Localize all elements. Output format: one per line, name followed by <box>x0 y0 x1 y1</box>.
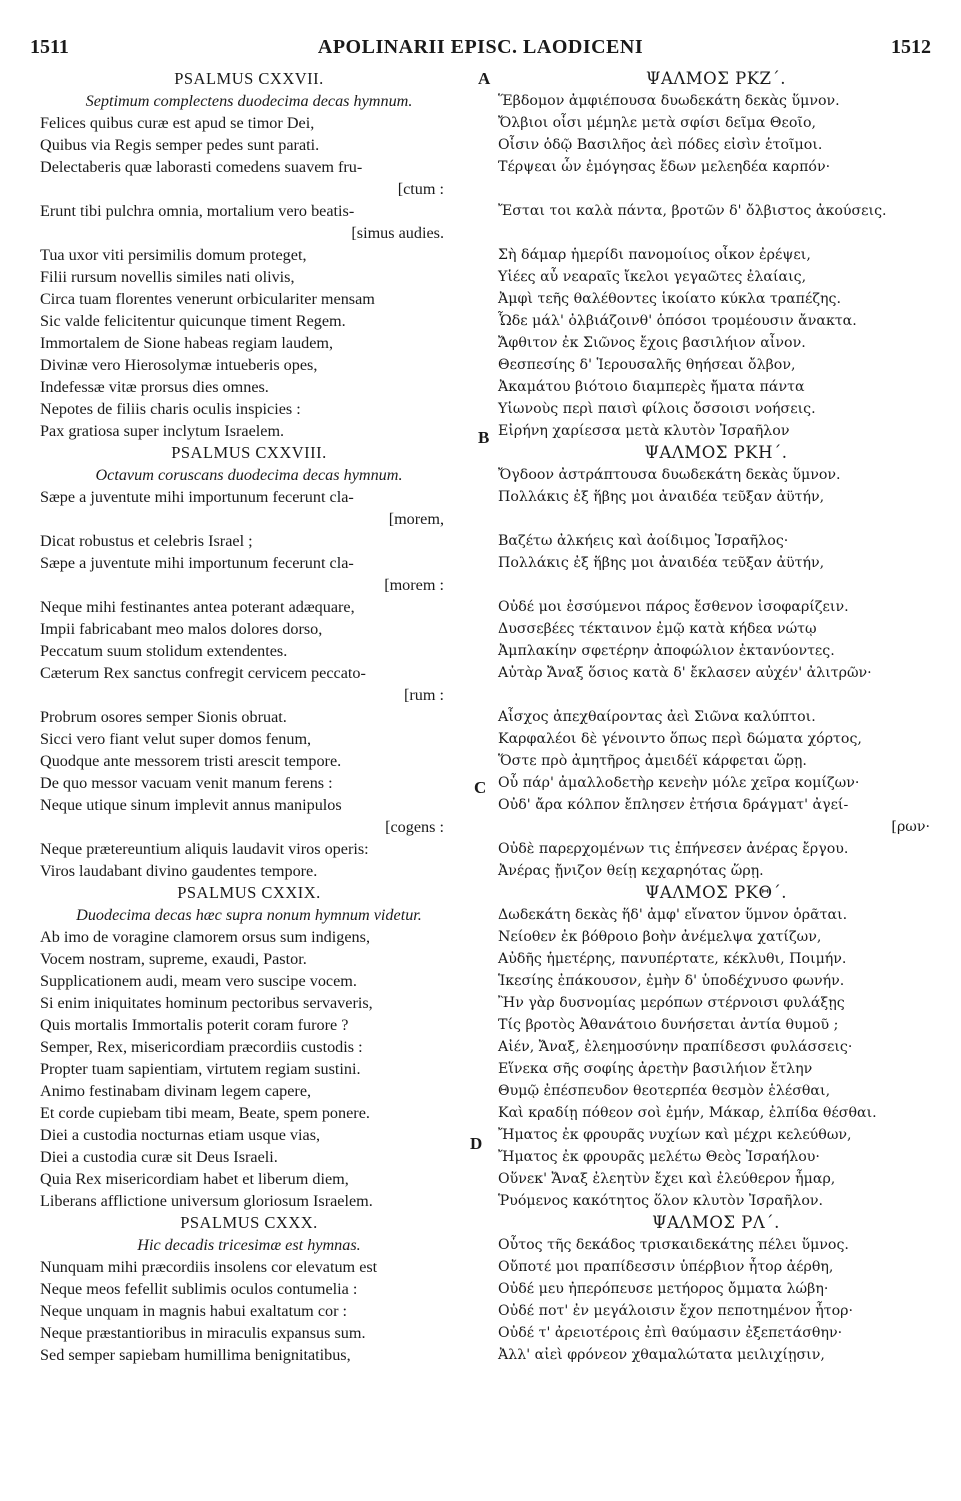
greek-verse-line: Δυσσεβέες τέκταινον ἐμῷ κατὰ κήδεα νώτῳ <box>498 621 817 637</box>
greek-verse-line: Οὗ πάρ' ἀμαλλοδετὴρ κενεὴν μόλε χεῖρα κομίζων· <box>498 775 860 791</box>
greek-verse-line: Οὔποτέ μοι πραπίδεσσιν ὑπέρβιον ἦτορ ἀέρθη, <box>498 1259 834 1275</box>
greek-verse-line: Ἀκαμάτου βιότοιο διαμπερὲς ἤματα πάντα <box>498 379 805 395</box>
latin-verse-continuation: [rum : <box>403 686 444 704</box>
latin-verse-continuation: [cogens : <box>385 818 444 836</box>
latin-verse-line: Probrum osores semper Sionis obruat. <box>40 708 287 726</box>
latin-verse-continuation: [morem, <box>388 510 444 528</box>
latin-verse-line: Diei a custodia nocturnas etiam usque vias, <box>40 1126 321 1144</box>
greek-verse-line: Θυμῷ ἐπέσπευδον θεοτερπέα θεσμὸν ἑλέσθαι, <box>498 1083 831 1099</box>
section-marker-a: A <box>478 69 491 88</box>
greek-verse-line: Οὐδέ μευ ἠπερόπευσε μετήορος ὄμματα λώβη· <box>498 1281 829 1297</box>
greek-verse-line: Ἀλλ' αἰεὶ φρόνεον χθαμαλώτατα μειλιχίῃσιν, <box>498 1347 825 1363</box>
section-marker-b: B <box>478 428 490 447</box>
greek-verse-line: Ἢν γὰρ δυσνομίας μερόπων στέρνοισι φυλάξῃς <box>498 995 845 1011</box>
latin-verse-line: Sæpe a juventute mihi importunum fecerunt cla- <box>40 488 354 506</box>
latin-psalm-subtitle: Duodecima decas hæc supra nonum hymnum videtur. <box>76 906 422 924</box>
greek-verse-line: Ῥυόμενος κακότητος ὅλον κλυτὸν Ἰσραῆλον. <box>498 1193 824 1209</box>
greek-verse-line: Τέρψεαι ὧν ἐμόγησας ἔδων μελεηδέα καρπόν· <box>498 159 831 175</box>
greek-verse-line: Αἶσχος ἀπεχθαίροντας ἀεὶ Σιῶνα καλύπτοι. <box>498 709 816 725</box>
section-marker-c: C <box>474 778 487 797</box>
greek-psalm-heading: ΨΑΛΜΟΣ ΡΚΘ΄. <box>644 883 788 902</box>
greek-verse-line: Ὄλβιοι οἷσι μέμηλε μετὰ σφίσι δεῖμα Θεοῖο, <box>498 115 817 131</box>
greek-verse-line: Ἀμφὶ τεῆς θαλέθοντες ἱκοίατο κύκλα τραπέζης. <box>498 291 842 307</box>
latin-psalm-subtitle: Septimum complectens duodecima decas hymnum. <box>85 92 413 110</box>
greek-verse-line: Νείοθεν ἐκ βόθροιο βοὴν ἀνέμελψα χατίζων, <box>498 929 822 945</box>
greek-verse-continuation: [ρων· <box>891 819 930 835</box>
latin-column <box>32 68 466 1366</box>
greek-verse-line: Οὐδέ τ' ἀρειοτέροις ἐπὶ θαύμασιν ἐξεπετάσθην· <box>498 1325 843 1341</box>
latin-verse-line: Semper, Rex, misericordiam præcordiis custodis : <box>40 1038 363 1056</box>
greek-blank-line <box>498 574 934 596</box>
latin-verse-line: Divinæ vero Hierosolymæ intueberis opes, <box>40 356 318 374</box>
greek-verse-line: Οἷσιν ὁδῷ Βασιλῆος ἀεὶ πόδες εἰσὶν ἑτοῖμοι. <box>498 137 823 153</box>
greek-verse-line: Οὐδέ μοι ἐσσύμενοι πάρος ἔσθενον ἰσοφαρίζειν. <box>498 599 849 615</box>
greek-verse-line: Οὐδὲ παρερχομένων τις ἐπήνεσεν ἀνέρας ἔργου. <box>498 841 849 857</box>
greek-verse-line: Οὐδέ ποτ' ἐν μεγάλοισιν ἔχον πεποτημένον ἦτορ· <box>498 1303 854 1319</box>
greek-verse-line: Ἤματος ἐκ φρουρᾶς μελέτω Θεὸς Ἰσραήλου· <box>498 1149 820 1165</box>
latin-verse-line: Si enim iniquitates hominum pectoribus servaveris, <box>40 994 373 1012</box>
latin-verse-line: Sæpe a juventute mihi importunum fecerunt cla- <box>40 554 354 572</box>
running-title: APOLINARII EPISC. LAODICENI <box>317 36 644 58</box>
greek-psalm-heading: ΨΑΛΜΟΣ ΡΚΗ΄. <box>644 443 788 462</box>
greek-verse-line: Ἤματος ἐκ φρουρᾶς νυχίων καὶ μέχρι κελεύθων, <box>498 1127 852 1143</box>
latin-verse-line: Neque prætereuntium aliquis laudavit viros operis: <box>40 840 369 858</box>
latin-verse-line: Nunquam mihi præcordiis insolens cor elevatum est <box>40 1258 378 1276</box>
latin-verse-line: Et corde cupiebam tibi meam, Beate, spem ponere. <box>40 1104 370 1122</box>
latin-verse-line: Quia Rex misericordiam habet et liberum diem, <box>40 1170 349 1188</box>
latin-verse-continuation: [morem : <box>384 576 444 594</box>
greek-verse-line: Ἔσται τοι καλὰ πάντα, βροτῶν δ' ὄλβιστος ἀκούσεις. <box>498 203 887 219</box>
greek-verse-line: Καρφαλέοι δὲ γένοιντο ὅπως περὶ δώματα χόρτος, <box>498 731 862 747</box>
latin-verse-line: Ab imo de voragine clamorem orsus sum indigens, <box>40 928 370 946</box>
greek-verse-line: Οὕνεκ' Ἄναξ ἐλεητὺν ἔχει καὶ ἐλεύθερον ἦμαρ, <box>498 1171 836 1187</box>
greek-verse-line: Εἰρήνη χαρίεσσα μετὰ κλυτὸν Ἰσραῆλον <box>498 423 790 439</box>
latin-psalm-heading: PSALMUS CXXVIII. <box>171 443 327 462</box>
greek-verse-line: Πολλάκις ἐξ ἥβης μοι ἀναιδέα τεῦξαν ἀϋτήν, <box>498 555 825 571</box>
latin-verse-line: Erunt tibi pulchra omnia, mortalium vero beatis- <box>40 202 355 220</box>
greek-verse-line: Ἄφθιτον ἐκ Σιῶνος ἔχοις βασιλήιον αἶνον. <box>498 335 806 351</box>
greek-blank-line <box>498 222 934 244</box>
left-page-number: 1511 <box>30 36 69 58</box>
right-page-number: 1512 <box>891 36 931 58</box>
greek-blank-line <box>498 684 934 706</box>
greek-verse-line: Αὐδῆς ἡμετέρης, πανυπέρτατε, κέκλυθι, Ποιμήν. <box>498 951 847 967</box>
greek-verse-line: Δωδεκάτη δεκὰς ἥδ' ἀμφ' εἴνατον ὕμνον ὁρᾶται. <box>498 907 848 923</box>
latin-verse-line: Quibus via Regis semper pedes sunt parati. <box>40 136 320 154</box>
latin-verse-line: Quodque ante messorem tristi arescit tempore. <box>40 752 342 770</box>
latin-verse-line: Tua uxor viti persimilis domum proteget, <box>40 246 307 264</box>
latin-verse-line: Filii rursum novellis similes nati olivis, <box>40 268 295 286</box>
latin-verse-line: Viros laudabant divino gaudentes tempore. <box>40 862 318 880</box>
latin-verse-line: Neque mihi festinantes antea poterant adæquare, <box>40 598 355 616</box>
latin-verse-line: Neque præstantioribus in miraculis expansus sum. <box>40 1324 366 1342</box>
greek-verse-line: Καὶ κραδίῃ πόθεον σοὶ ἐμήν, Μάκαρ, ἐλπίδα θέσθαι. <box>498 1105 877 1121</box>
latin-psalm-subtitle: Hic decadis tricesimæ est hymnas. <box>137 1236 361 1254</box>
page-header <box>30 36 931 60</box>
latin-verse-line: Neque unquam in magnis habui exaltatum cor : <box>40 1302 348 1320</box>
latin-verse-line: De quo messor vacuam venit manum ferens : <box>40 774 333 792</box>
latin-verse-line: Immortalem de Sione habeas regiam laudem, <box>40 334 334 352</box>
latin-verse-line: Vocem nostram, supreme, exaudi, Pastor. <box>40 950 307 968</box>
latin-psalm-heading: PSALMUS CXXIX. <box>177 883 321 902</box>
greek-blank-line <box>498 508 934 530</box>
greek-verse-line: Βαζέτω ἀλκήεις καὶ ἀοίδιμος Ἰσραῆλος· <box>498 533 789 549</box>
latin-verse-line: Neque meos fefellit sublimis oculos contumelia : <box>40 1280 358 1298</box>
latin-verse-line: Quis mortalis Immortalis poterit coram furore ? <box>40 1016 349 1034</box>
latin-verse-line: Indefessæ vitæ prorsus dies omnes. <box>40 378 269 396</box>
latin-verse-line: Sic valde felicitentur quicunque timent Regem. <box>40 312 346 330</box>
latin-verse-line: Cæterum Rex sanctus confregit cervicem peccato- <box>40 664 366 682</box>
greek-verse-line: Ἀμπλακίην σφετέρην ἀποφώλιον ἐκτανύοντες. <box>498 643 835 659</box>
greek-verse-line: Αἰέν, Ἄναξ, ἐλεημοσύνην πραπίδεσσι φυλάσσεις· <box>498 1039 853 1055</box>
latin-verse-line: Sicci vero fiant velut super domos fenum, <box>40 730 312 748</box>
latin-verse-line: Supplicationem audi, meam vero suscipe vocem. <box>40 972 357 990</box>
latin-verse-line: Liberans afflictione universum gloriosum Israelem. <box>40 1192 373 1210</box>
latin-psalm-heading: PSALMUS CXXX. <box>180 1213 318 1232</box>
greek-blank-line <box>498 178 934 200</box>
latin-verse-line: Diei a custodia curæ sit Deus Israeli. <box>40 1148 278 1166</box>
greek-verse-line: Οὗτος τῆς δεκάδος τρισκαιδεκάτης πέλει ὕμνος. <box>498 1237 849 1253</box>
greek-verse-line: Ὧδε μάλ' ὀλβιάζοινθ' ὁπόσοι τρομέουσιν ἄνακτα. <box>498 313 857 329</box>
greek-verse-line: Υἱωνοὺς περὶ παισὶ φίλοις ὄσσοισι νοήσεις. <box>498 401 816 417</box>
greek-verse-line: Ἀνέρας ᾔνιζον θείῃ κεχαρηότας ὥρῃ. <box>498 863 764 879</box>
section-marker-d: D <box>470 1134 483 1153</box>
latin-psalm-heading: PSALMUS CXXVII. <box>174 69 324 88</box>
latin-verse-continuation: [ctum : <box>397 180 444 198</box>
latin-verse-line: Neque utique sinum implevit annus manipulos <box>40 796 342 814</box>
greek-verse-line: Σὴ δάμαρ ἡμερίδι πανομοίιος οἶκον ἐρέψει, <box>498 247 811 263</box>
greek-verse-line: Τίς βροτὸς Ἀθανάτοιο δυνήσεται ἀντία θυμοῦ ; <box>498 1017 839 1033</box>
greek-verse-line: Οὐδ' ἄρα κόλπον ἔπλησεν ἐτήσια δράγματ' ἀγεί- <box>498 797 849 813</box>
greek-verse-line: Θεσπεσίης δ' Ἱερουσαλῆς θηήσεαι ὄλβον, <box>498 357 796 373</box>
greek-verse-line: Υἱέες αὖ νεαραῖς ἴκελοι γεγαῶτες ἐλαίαις, <box>498 269 807 285</box>
latin-verse-continuation: [simus audies. <box>351 224 444 242</box>
latin-verse-line: Dicat robustus et celebris Israel ; <box>40 532 253 550</box>
latin-verse-line: Circa tuam florentes venerunt orbiculariter mensam <box>40 290 375 308</box>
latin-verse-line: Propter tuam sapientiam, virtutem regiam sustini. <box>40 1060 361 1078</box>
latin-verse-line: Peccatum suum stolidum extendentes. <box>40 642 288 660</box>
greek-psalm-heading: ΨΑΛΜΟΣ ΡΛ΄. <box>652 1213 780 1232</box>
latin-verse-line: Animo festinabam divinam legem capere, <box>40 1082 312 1100</box>
greek-verse-line: Πολλάκις ἐξ ἥβης μοι ἀναιδέα τεῦξαν ἀϋτήν, <box>498 489 825 505</box>
latin-verse-line: Impii fabricabant meo malos dolores dorso, <box>40 620 323 638</box>
latin-verse-line: Pax gratiosa super inclytum Israelem. <box>40 422 285 440</box>
latin-verse-line: Felices quibus curæ est apud se timor Dei, <box>40 114 315 132</box>
latin-verse-line: Sed semper sapiebam humillima benignitatibus, <box>40 1346 351 1364</box>
greek-verse-line: Ἱκεσίης ἐπάκουσον, ἐμὴν δ' ὑποδέχνυσο φωνήν. <box>498 973 845 989</box>
greek-verse-line: Αὐτὰρ Ἄναξ ὅσιος κατὰ δ' ἔκλασεν αὐχέν' ἀλιτρῶν· <box>498 665 872 681</box>
latin-psalm-subtitle: Octavum coruscans duodecima decas hymnum. <box>95 466 403 484</box>
latin-verse-line: Delectaberis quæ laborasti comedens suavem fru- <box>40 158 363 176</box>
greek-column <box>498 68 934 1366</box>
greek-verse-line: Ὄγδοον ἀστράπτουσα δυωδεκάτη δεκὰς ὕμνον. <box>498 467 841 483</box>
latin-verse-line: Nepotes de filiis charis oculis inspicies : <box>40 400 301 418</box>
greek-psalm-heading: ΨΑΛΜΟΣ ΡΚΖ΄. <box>645 69 787 88</box>
greek-verse-line: Ὅστε πρὸ ἀμητῆρος ἀμειδέϊ κάρφεται ὥρῃ. <box>498 753 807 769</box>
greek-verse-line: Εἵνεκα σῆς σοφίης ἀρετὴν βασιλήιον ἔτλην <box>498 1061 813 1077</box>
greek-verse-line: Ἕβδομον ἀμφιέπουσα δυωδεκάτη δεκὰς ὕμνον. <box>498 93 840 109</box>
